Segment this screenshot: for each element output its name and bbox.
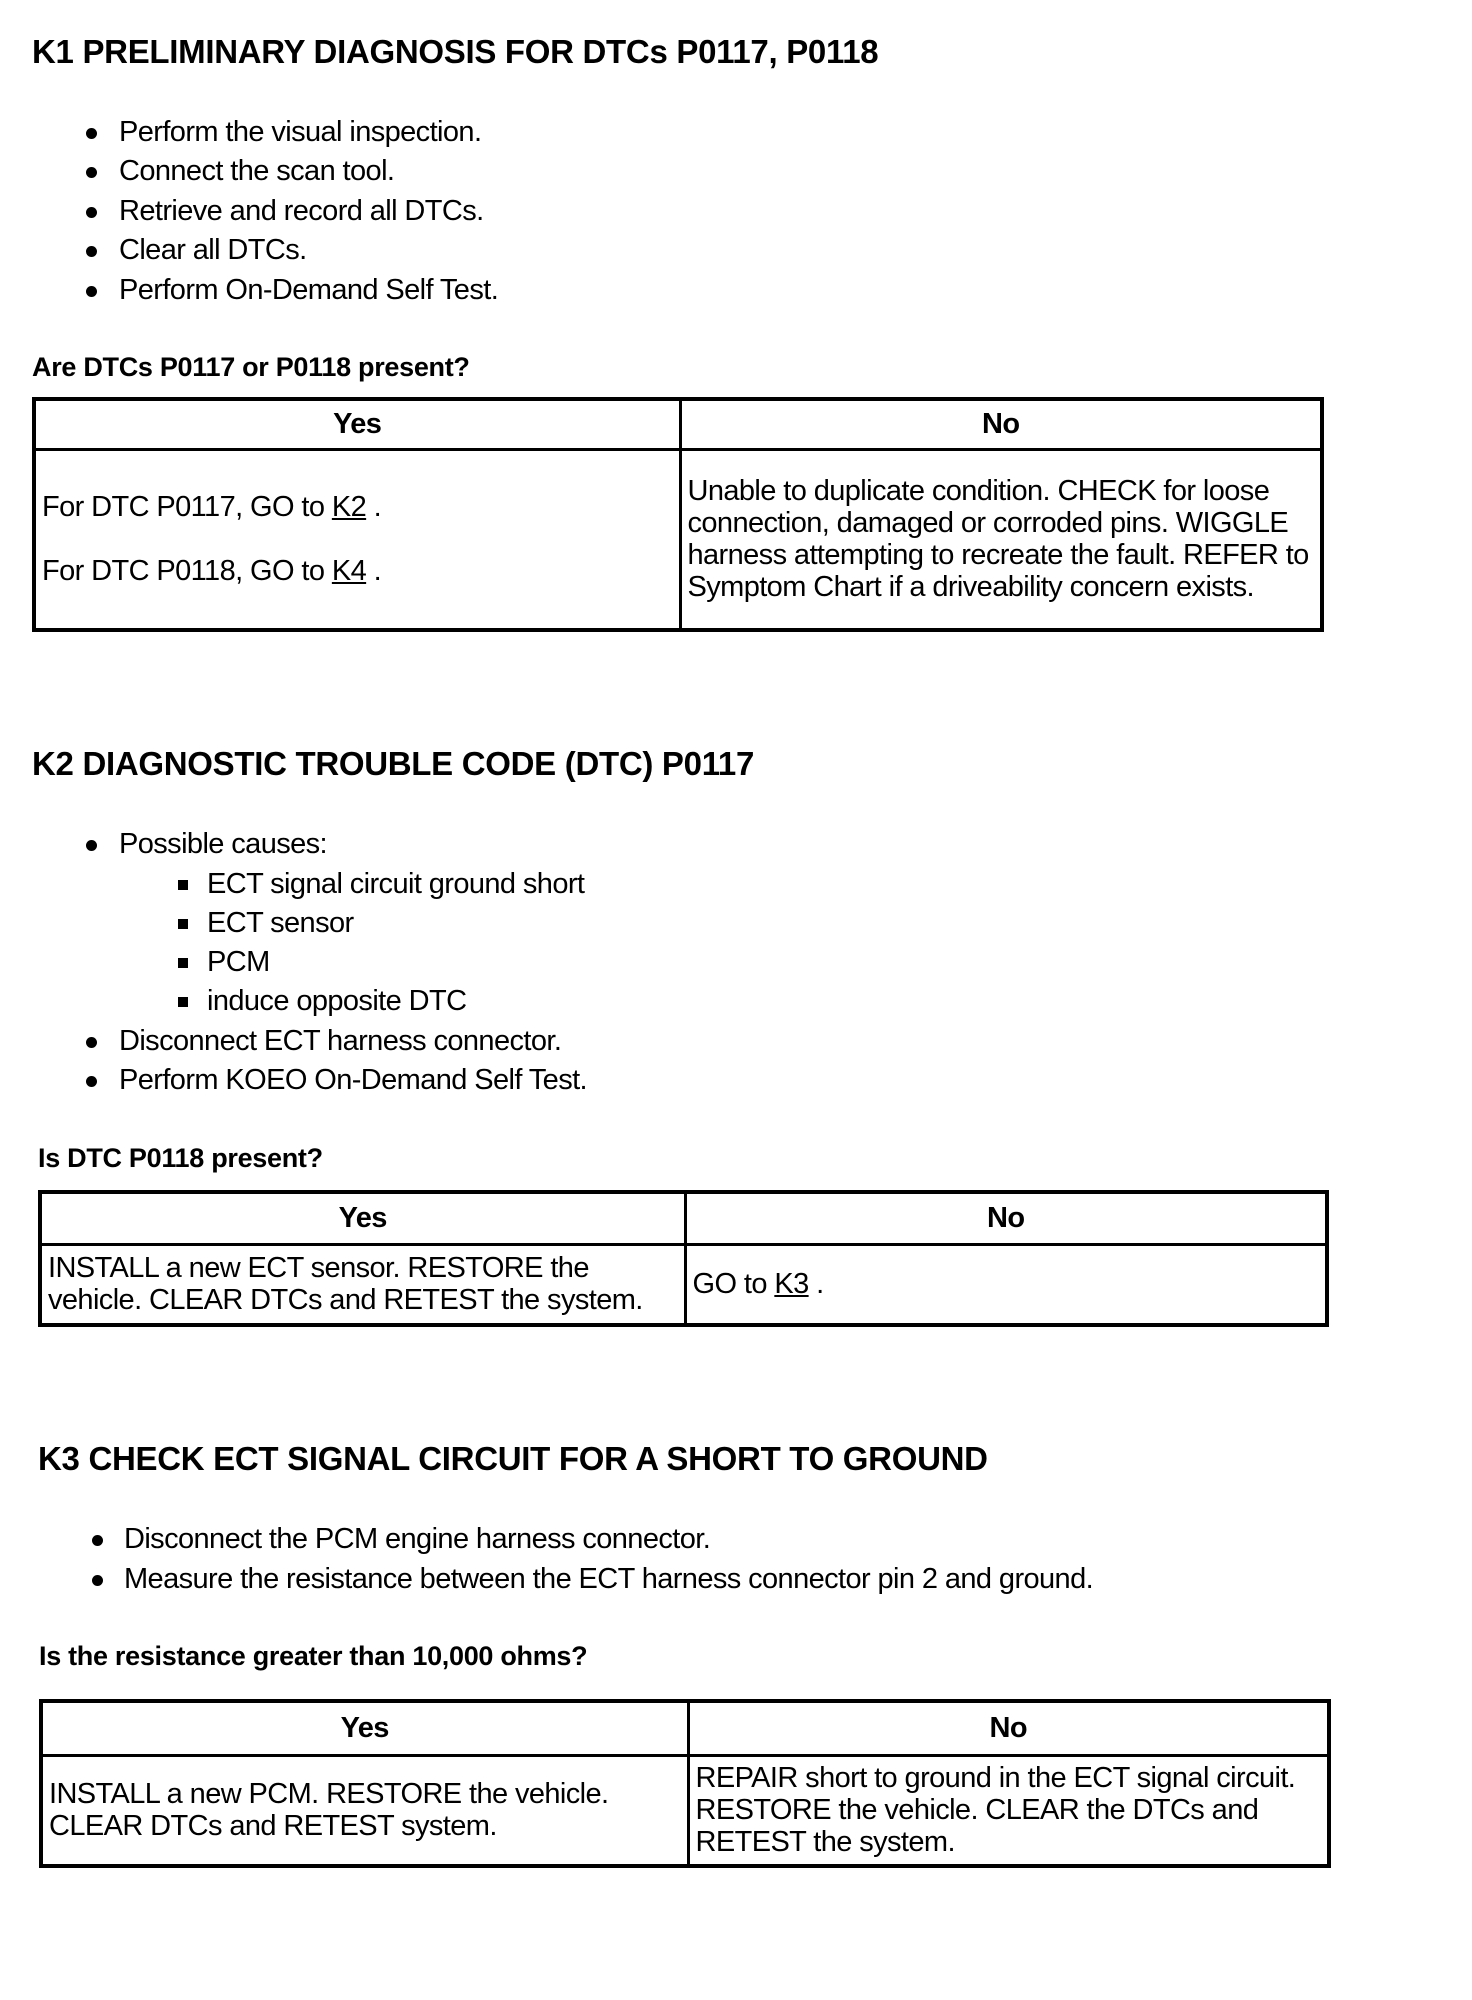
bullet-icon — [86, 167, 97, 178]
goto-line — [42, 491, 673, 523]
yes-header: Yes — [34, 399, 680, 449]
bullet-icon — [92, 1575, 103, 1586]
yes-header: Yes — [40, 1192, 685, 1244]
list-item: Retrieve and record all DTCs. — [119, 195, 484, 227]
list-item: Perform the visual inspection. — [119, 116, 482, 148]
no-header: No — [688, 1701, 1329, 1755]
square-bullet-icon — [178, 958, 188, 968]
no-header: No — [680, 399, 1322, 449]
goto-text: For DTC P0118, GO to — [42, 555, 332, 588]
bullet-icon — [86, 840, 97, 851]
no-cell: Unable to duplicate condition. CHECK for loose connection, damaged or corroded pins. WIGGLE harness attempting to recreate the fault. REFER to Symptom Chart if a driveability concern exists. — [680, 449, 1322, 630]
square-bullet-icon — [178, 880, 188, 890]
sub-list-item: PCM — [207, 946, 270, 978]
section-title-k1: K1 PRELIMINARY DIAGNOSIS FOR DTCs P0117, P0118 — [32, 33, 879, 70]
yes-cell — [34, 449, 680, 630]
bullet-icon — [86, 246, 97, 257]
list-item: Perform KOEO On-Demand Self Test. — [119, 1064, 588, 1096]
yes-header: Yes — [41, 1701, 688, 1755]
square-bullet-icon — [178, 997, 188, 1007]
no-cell: REPAIR short to ground in the ECT signal circuit. RESTORE the vehicle. CLEAR the DTCs and RETEST the system. — [688, 1755, 1329, 1866]
list-item: Clear all DTCs. — [119, 234, 307, 266]
decision-table-k1 — [32, 397, 1324, 632]
sub-list-item: ECT signal circuit ground short — [207, 868, 585, 900]
link-k4[interactable]: K4 — [331, 555, 367, 588]
sub-list-item: induce opposite DTC — [207, 985, 467, 1017]
yes-cell: INSTALL a new PCM. RESTORE the vehicle. CLEAR DTCs and RETEST system. — [41, 1755, 688, 1866]
question-k1: Are DTCs P0117 or P0118 present? — [32, 352, 470, 382]
list-item: Connect the scan tool. — [119, 155, 395, 187]
bullet-icon — [86, 207, 97, 218]
section-title-k2: K2 DIAGNOSTIC TROUBLE CODE (DTC) P0117 — [32, 745, 755, 782]
goto-line — [42, 555, 673, 587]
bullet-icon — [86, 1037, 97, 1048]
goto-suffix: . — [808, 1268, 824, 1301]
yes-cell: INSTALL a new ECT sensor. RESTORE the vehicle. CLEAR DTCs and RETEST the system. — [40, 1244, 685, 1325]
square-bullet-icon — [178, 919, 188, 929]
link-k3[interactable]: K3 — [774, 1268, 809, 1301]
bullet-icon — [86, 1076, 97, 1087]
list-item: Measure the resistance between the ECT harness connector pin 2 and ground. — [124, 1563, 1094, 1595]
goto-text: GO to — [692, 1268, 775, 1301]
list-item: Possible causes: — [119, 828, 328, 860]
decision-table-k2 — [38, 1190, 1329, 1327]
no-header: No — [685, 1192, 1327, 1244]
bullet-icon — [92, 1535, 103, 1546]
goto-suffix: . — [366, 555, 382, 588]
sub-list-item: ECT sensor — [207, 907, 354, 939]
no-cell — [685, 1244, 1327, 1325]
list-item: Disconnect ECT harness connector. — [119, 1025, 562, 1057]
goto-text: For DTC P0117, GO to — [42, 491, 332, 524]
list-item: Disconnect the PCM engine harness connector. — [124, 1523, 711, 1555]
bullet-icon — [86, 128, 97, 139]
link-k2[interactable]: K2 — [331, 491, 367, 524]
bullet-icon — [86, 286, 97, 297]
list-item: Perform On-Demand Self Test. — [119, 274, 499, 306]
goto-suffix: . — [366, 491, 382, 524]
decision-table-k3 — [39, 1699, 1331, 1868]
section-title-k3: K3 CHECK ECT SIGNAL CIRCUIT FOR A SHORT TO GROUND — [38, 1440, 988, 1477]
question-k3: Is the resistance greater than 10,000 ohms? — [39, 1641, 588, 1671]
question-k2: Is DTC P0118 present? — [38, 1143, 323, 1173]
